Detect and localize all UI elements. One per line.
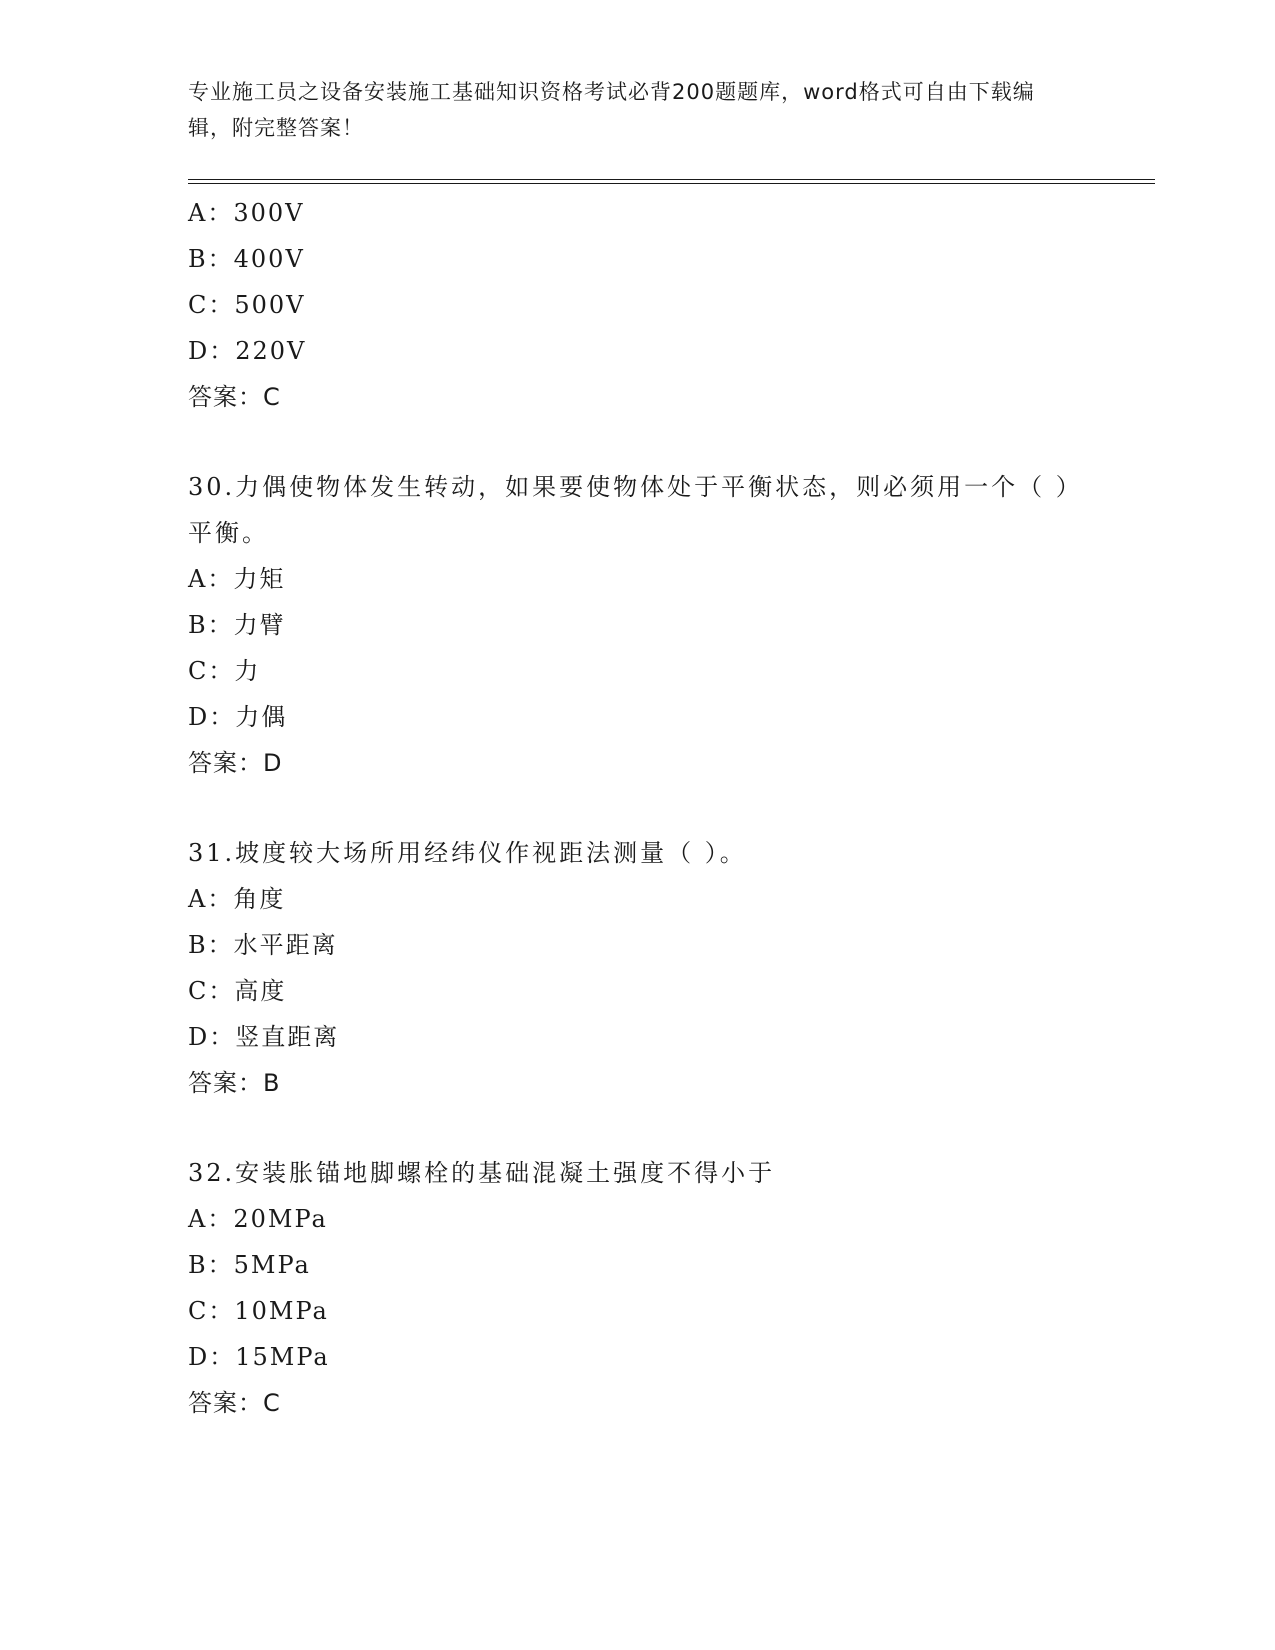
question-stem: 32.安装胀锚地脚螺栓的基础混凝土强度不得小于	[188, 1159, 776, 1187]
option-c: C：力	[188, 657, 261, 685]
option-c: C：10MPa	[188, 1297, 329, 1325]
question-block-31	[188, 830, 1108, 1106]
question-block-32	[188, 1150, 1108, 1426]
option-a: A：力矩	[188, 565, 286, 593]
answer-line: 答案：C	[188, 1389, 281, 1417]
document-header: 专业施工员之设备安装施工基础知识资格考试必背200题题库，word格式可自由下载编辑，附完整答案！	[188, 80, 1035, 140]
question-block-30	[188, 464, 1108, 786]
option-b: B：5MPa	[188, 1251, 311, 1279]
option-d: D：竖直距离	[188, 1023, 340, 1051]
option-c: C：500V	[188, 291, 306, 319]
option-b: B：力臂	[188, 611, 286, 639]
option-c: C：高度	[188, 977, 287, 1005]
question-block-continued	[188, 190, 1108, 420]
option-a: A：300V	[188, 199, 305, 227]
answer-line: 答案：B	[188, 1069, 281, 1097]
question-stem: 31.坡度较大场所用经纬仪作视距法测量（ ）。	[188, 839, 747, 867]
answer-line: 答案：D	[188, 749, 283, 777]
option-b: B：水平距离	[188, 931, 338, 959]
option-a: A：20MPa	[188, 1205, 328, 1233]
header-double-rule	[188, 179, 1155, 184]
option-d: D：力偶	[188, 703, 288, 731]
option-d: D：220V	[188, 337, 307, 365]
question-stem: 30.力偶使物体发生转动，如果要使物体处于平衡状态，则必须用一个（ ）平衡。	[188, 473, 1083, 547]
answer-line: 答案：C	[188, 383, 281, 411]
option-d: D：15MPa	[188, 1343, 330, 1371]
option-a: A：角度	[188, 885, 286, 913]
question-list	[188, 190, 1108, 1426]
option-b: B：400V	[188, 245, 305, 273]
